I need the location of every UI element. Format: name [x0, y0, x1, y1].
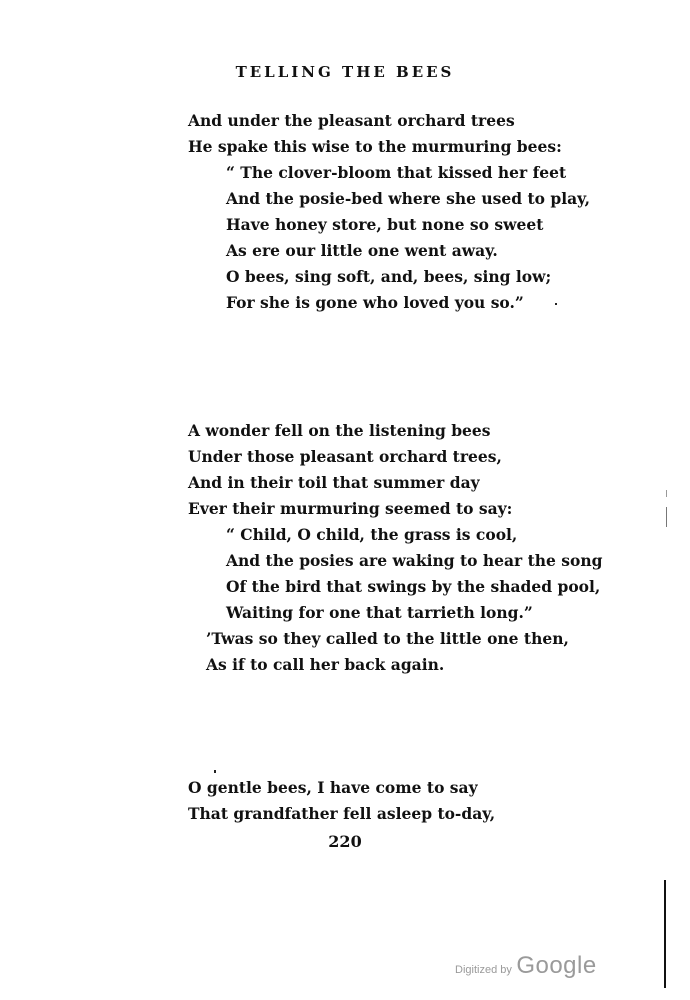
poem-line: He spake this wise to the murmuring bees:	[188, 137, 562, 156]
poem-line: And the posies are waking to hear the song	[226, 551, 603, 570]
scan-speck	[214, 770, 216, 773]
poem-line: Waiting for one that tarrieth long.”	[226, 603, 533, 622]
digitized-label: Digitized by	[455, 964, 512, 976]
margin-scan-line	[666, 490, 667, 497]
stanza-1	[188, 108, 648, 316]
google-logo: Google	[516, 952, 597, 979]
stanza-2	[188, 418, 648, 678]
margin-scan-line	[666, 507, 667, 527]
poem-line: “ The clover-bloom that kissed her feet	[226, 163, 567, 182]
poem-line: And in their toil that summer day	[188, 473, 480, 492]
poem-line: O gentle bees, I have come to say	[188, 778, 478, 797]
poem-line: For she is gone who loved you so.”	[226, 293, 524, 312]
poem-line: As ere our little one went away.	[226, 241, 498, 260]
scan-speck	[555, 303, 557, 305]
poem-line: And under the pleasant orchard trees	[188, 111, 515, 130]
poem-line: That grandfather fell asleep to-day,	[188, 804, 496, 823]
page-title: TELLING THE BEES	[235, 63, 455, 81]
poem-line: Under those pleasant orchard trees,	[188, 447, 502, 466]
poem-line: O bees, sing soft, and, bees, sing low;	[226, 267, 552, 286]
margin-scan-line	[664, 880, 666, 988]
poem-line: “ Child, O child, the grass is cool,	[226, 525, 518, 544]
poem-line: As if to call her back again.	[206, 655, 445, 674]
poem-line: ’Twas so they called to the little one then,	[206, 629, 569, 648]
page-number: 220	[328, 832, 362, 851]
digitized-watermark	[455, 952, 597, 980]
poem-line: A wonder fell on the listening bees	[188, 421, 491, 440]
stanza-3	[188, 775, 648, 827]
poem-line: Of the bird that swings by the shaded pool,	[226, 577, 601, 596]
poem-line: Ever their murmuring seemed to say:	[188, 499, 513, 518]
poem-line: And the posie-bed where she used to play,	[226, 189, 591, 208]
poem-line: Have honey store, but none so sweet	[226, 215, 544, 234]
